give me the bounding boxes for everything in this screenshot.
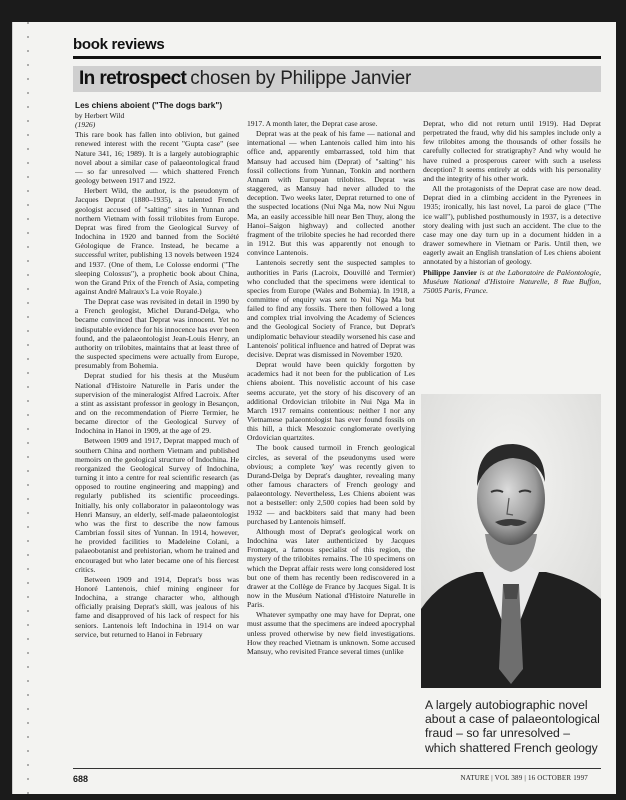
paragraph: Lantenois secretly sent the suspected samples to authorities in Paris (Lacroix, Douvillé and Termier) who concluded that the specimens were identical to species from Europe (Wales and Bohemia). In 1918, a committee of enquiry was sent to Nui Nga Ma but failed to find any fossils. There then followed a long and complex trial involving the Academy of Sciences and the Geological Society of France, but Deprat's undiplomatic behaviour steadily worsened his case and Lantenois' political influence and hatred of Deprat was decisive. Deprat was dismissed in November 1920.	[247, 258, 415, 359]
top-rule	[73, 56, 601, 59]
author-name: Philippe Janvier	[423, 267, 478, 277]
paragraph: 1917. A month later, the Deprat case arose.	[247, 119, 378, 128]
paragraph: Whatever sympathy one may have for Deprat, one must assume that the specimens are indeed apocryphal unless proved otherwise by new field investigations. How they reached Vietnam is unknown. Some accused Mansuy, who revisited France several times (unlike	[247, 610, 415, 656]
paragraph: Deprat would have been quickly forgotten by academics had it not been for the publication of Les chiens aboient. This novelistic account of his case seems accurate, yet the story of his discovery of an additional Ordovician trilobite in Nui Nga Ma in March 1917 remains contentious: neither I nor any Vietnamese palaeontologist has ever found fossils on this hill, a thick Mesozoic conglomerate overlying Ordovician quartzites.	[247, 360, 415, 443]
bottom-rule	[73, 768, 601, 769]
author-bio	[423, 268, 601, 295]
paragraph: The book caused turmoil in French geological circles, as several of the pseudonyms used were obvious; a complete 'key' was recently given to Durand-Delga by Deprat's daughter, revealing many other famous characters of French geology and palaeontology. Nevertheless, Les Chiens aboient was not a bestseller: only 2,500 copies had been sold by 1932 — and backbiters said that many had been purchased by Lantenois himself.	[247, 443, 415, 526]
banner-heading: In retrospect	[79, 68, 187, 89]
paragraph: Herbert Wild, the author, is the pseudonym of Jacques Deprat (1880–1935), a talented French geologist accused of "salting" sites in Yunnan and northern Vietnam with fossil trilobites from Europe. Deprat was fired from the Geological Survey of Indochina in 1920 and banned from the Société Géologique de France. Instead, he became a successful writer, publishing 13 novels between 1924 and 1937. (One of them, Le Colosse endormi ("The sleeping Colossus"), a prophetic book about China, won the Grand Prix of the French of Asia, competing against André Malraux's La voie Royale.)	[75, 186, 239, 296]
column-1	[75, 100, 239, 750]
paragraph: Between 1909 and 1917, Deprat mapped much of southern China and northern Vietnam and published memoirs on the geological structure of Indochina. He reorganized the Geological Survey of Indochina, turning it into a centre for real scientific research (as opposed to routine engineering and mapping) and regularly published its scientific proceedings. Initially, his only collaborator in palaeontology was Henri Mansuy, an elderly, self-made palaeontologist who was the first to describe the now famous Cambrian fossil sites of Yunnan. In 1914, however, he provided facilities to Madeleine Colani, a palaeobotanist and prehistorian, whom he trained and encouraged but who later became one of his fiercest critics.	[75, 436, 239, 574]
pull-quote-caption: A largely autobiographic novel about a case of palaeontological fraud – so far unresolved – which shattered French geology	[425, 698, 600, 755]
portrait-photo	[421, 394, 601, 688]
column-2	[247, 119, 415, 769]
paragraph: Between 1909 and 1914, Deprat's boss was Honoré Lantenois, chief mining engineer for Indochina, a strange character who, although officially praising Deprat's skill, was jealous of his fame and disapproved of his lack of respect for his seniors. Lantenois left Indochina in 1914 on war service, but returned to Hanoi in February	[75, 574, 239, 639]
book-year: (1926)	[75, 120, 96, 130]
column-3	[423, 119, 601, 389]
book-author: by Herbert Wild	[75, 111, 125, 120]
paragraph: Deprat, who did not return until 1919). Had Deprat perpetrated the fraud, why did his samples include only a few trilobites among the thousands of other fossils he carefully collected for stratigraphy? And why would he have ruined a prosperous career with such a useless deception? It seems entirely at odds with his personality and the integrity of his other work.	[423, 119, 601, 183]
book-title: Les chiens aboient ("The dogs bark")	[75, 100, 223, 110]
paragraph: Deprat was at the peak of his fame — national and international — when Lantenois called him into his office and, apparently embarrassed, told him that Mansuy had accused him (Deprat) of "salting" his fossil collections from Yunnan, Tonkin and northern Annam with European trilobites. Deprat was staggered, as Mansuy had never alluded to the deception. Two weeks later, Deprat returned to one of the suspected locations (Nui Nga Ma, now Nui Nguu Ma, an easily accessible hill near Ben Thuy, along the Hanoi–Saigon highway) and collected another fragment of the trilobite species he had recorded there in 1912. But this was apparently not enough to convince Lantenois.	[247, 129, 415, 258]
paragraph: Deprat studied for his thesis at the Muséum National d'Histoire Naturelle in Paris under the supervision of the mineralogist Alfred Lacroix. After a stint as assistant professor in geology in Besançon, and on the recommendation of Pierre Termier, he became director of the Geological Survey of Indochina in Hanoi in 1909, at the age of 29.	[75, 371, 239, 436]
magazine-page	[12, 22, 616, 794]
author-affiliation: is at the Laboratoire de Paléontologie, Muséum National d'Histoire Naturelle, 8 Rue Buffon, 75005 Paris, France.	[423, 267, 601, 295]
section-label: book reviews	[73, 36, 165, 53]
page-number: 688	[73, 774, 89, 784]
paragraph: The Deprat case was revisited in detail in 1990 by a French geologist, Michel Durand-Delga, who became convinced that Deprat was innocent. Yet no indisputable evidence for his innocence has ever been found, and the palaeontologist Jean-Louis Henry, an authority on trilobites, maintains that at least three of the suspected specimens were actually from Europe, presumably from Bohemia.	[75, 297, 239, 371]
paragraph: Although most of Deprat's geological work on Indochina was later authenticized by Jacques Fromaget, a famous specialist of this region, the mystery of the trilobites remains. The 10 specimens on which the Deprat affair rests were long considered lost but one of them has recently been rediscovered in a drawer at the Collège de France by Jacques Sigal. It is now in the Muséum National d'Histoire Naturelle in Paris.	[247, 526, 415, 610]
paragraph: This rare book has fallen into oblivion, but gained renewed interest with the recent "Gupta case" (see Nature 341, 16; 1989). It is a largely autobiographic novel about a similar case of palaeontological fraud — so far unresolved — which shattered French geology between 1917 and 1922.	[75, 130, 239, 186]
journal-footer: NATURE | VOL 389 | 16 OCTOBER 1997	[460, 774, 588, 782]
banner-byline: chosen by Philippe Janvier	[190, 68, 412, 89]
article-banner	[73, 66, 601, 92]
portrait-illustration	[421, 394, 601, 688]
binding-edge	[27, 22, 29, 794]
paragraph: All the protagonists of the Deprat case are now dead. Deprat died in a climbing accident in the Pyrenees in 1935; ironically, his last novel, La paroi de glace ("The ice wall"), published posthumously in 1937, is a detective story dealing with just such an accident. The clue to the case may one day turn up in a document hidden in a drawer somewhere in Vietnam or Paris. Until then, we eagerly await an English translation of Les chiens aboient annotated by a historian of geology.	[423, 184, 601, 267]
